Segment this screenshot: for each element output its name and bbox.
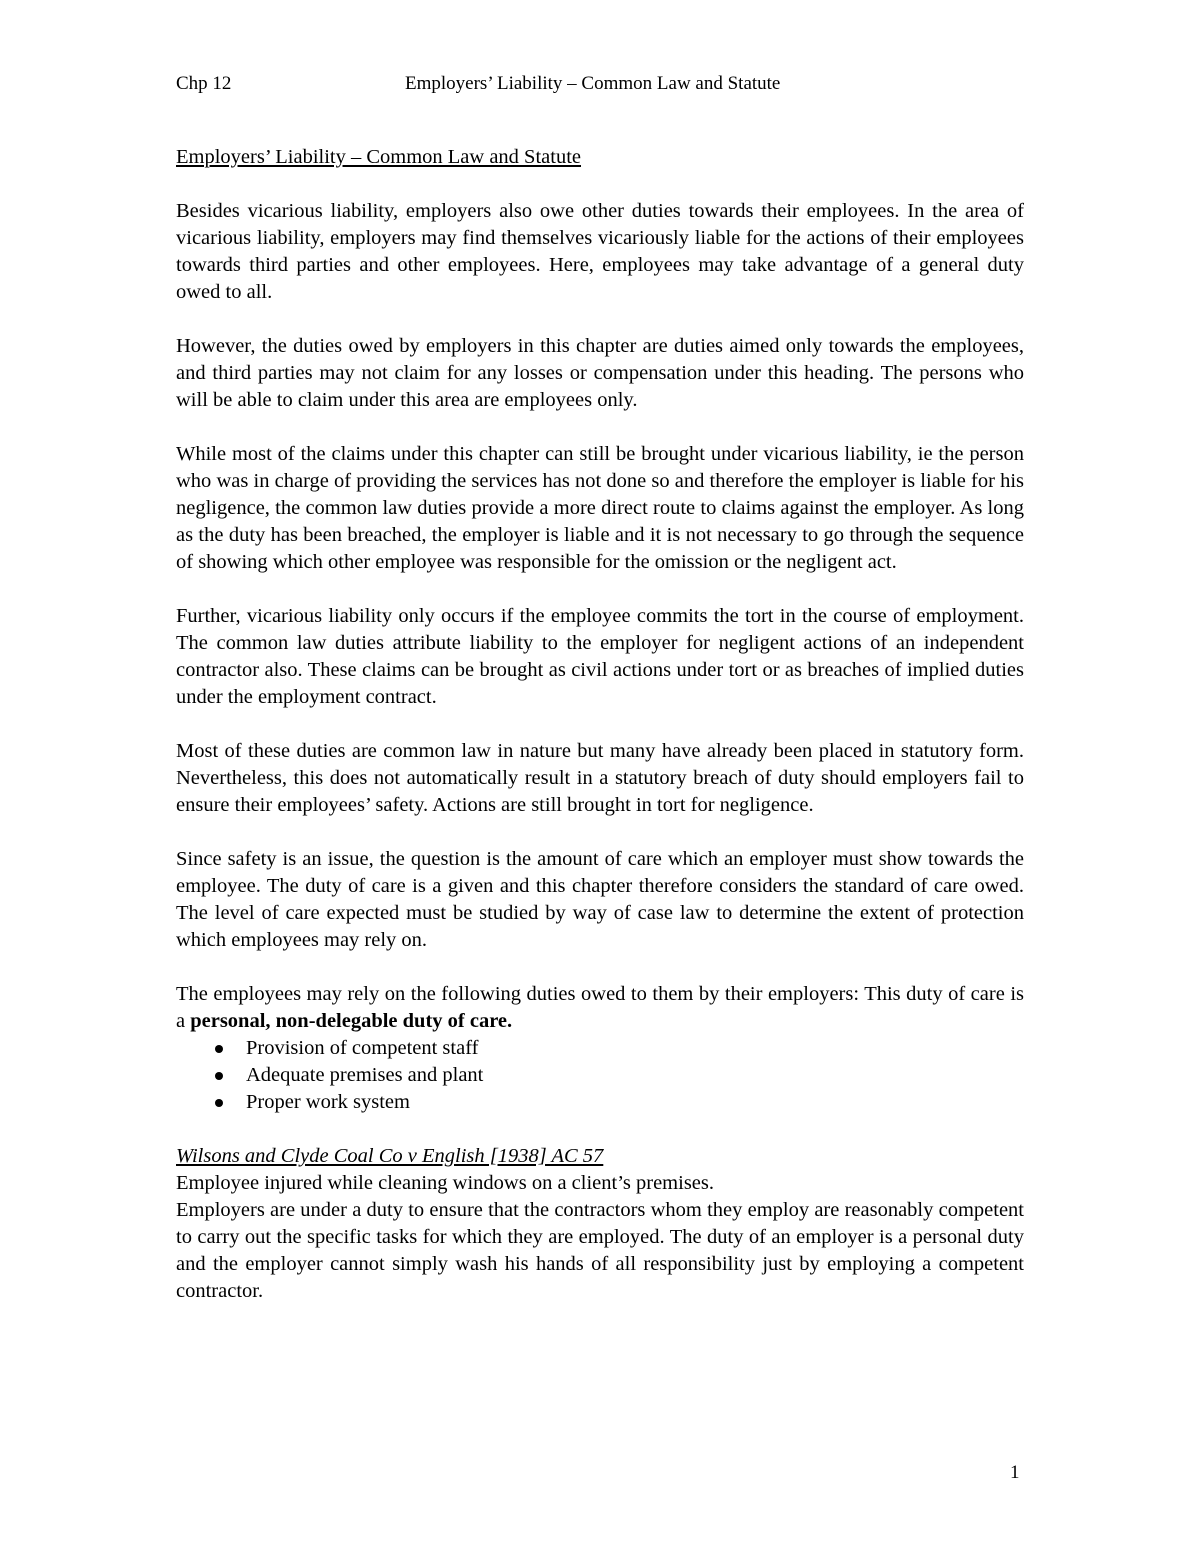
- paragraph-1: Besides vicarious liability, employers also owe other duties towards their employees. In the area of vicarious liability, employers may find themselves vicariously liable for the actions of their employees towards third parties and other employees. Here, employees may take advantage of a general duty owed to all.: [176, 200, 1024, 303]
- list-item: [176, 1062, 1024, 1089]
- page-number: 1: [1010, 1462, 1020, 1483]
- duty-label: Provision of competent staff: [246, 1037, 479, 1059]
- page-header: [176, 70, 1024, 97]
- bullet-icon: [215, 1045, 223, 1053]
- duties-intro-paragraph: [176, 981, 1024, 1035]
- paragraph-3: While most of the claims under this chapter can still be brought under vicarious liability, ie the person who was in charge of providing the services has not done so and therefore the employer is liable for his negligence, the common law duties provide a more direct route to claims against the employer. As long as the duty has been breached, the employer is liable and it is not necessary to go through the sequence of showing which other employee was responsible for the omission or the negligent act.: [176, 443, 1024, 573]
- case-holding: Employers are under a duty to ensure that the contractors whom they employ are reasonably competent to carry out the specific tasks for which they are employed. The duty of an employer is a personal duty and the employer cannot simply wash his hands of all responsibility just by employing a competent contractor.: [176, 1199, 1024, 1302]
- document-title: Employers’ Liability – Common Law and Statute: [176, 146, 581, 168]
- document-body: [176, 144, 1024, 1332]
- list-item: [176, 1035, 1024, 1062]
- case-facts: Employee injured while cleaning windows on a client’s premises.: [176, 1172, 714, 1194]
- header-chapter: Chp 12: [176, 73, 232, 94]
- paragraph-6: Since safety is an issue, the question is the amount of care which an employer must show towards the employee. The duty of care is a given and this chapter therefore considers the standard of care owed. The level of care expected must be studied by way of case law to determine the extent of protection which employees may rely on.: [176, 848, 1024, 951]
- duty-label: Adequate premises and plant: [246, 1064, 484, 1086]
- duties-intro-text: The employees may rely on the following duties owed to them by their employers: This duty of care is a: [176, 983, 1024, 1032]
- paragraph-5: Most of these duties are common law in nature but many have already been placed in statutory form. Nevertheless, this does not automatically result in a statutory breach of duty should employers fail to ensure their employees’ safety. Actions are still brought in tort for negligence.: [176, 740, 1024, 816]
- paragraph-2: However, the duties owed by employers in this chapter are duties aimed only towards the employees, and third parties may not claim for any losses or compensation under this heading. The persons who will be able to claim under this area are employees only.: [176, 335, 1024, 411]
- list-item: [176, 1089, 1024, 1116]
- bullet-icon: [215, 1072, 223, 1080]
- case-heading: Wilsons and Clyde Coal Co v English [1938] AC 57: [176, 1145, 604, 1167]
- duties-list: [176, 1035, 1024, 1116]
- bullet-icon: [215, 1099, 223, 1107]
- duty-label: Proper work system: [246, 1091, 410, 1113]
- duties-intro-emphasis: personal, non-delegable duty of care.: [190, 1010, 513, 1032]
- paragraph-4: Further, vicarious liability only occurs if the employee commits the tort in the course of employment. The common law duties attribute liability to the employer for negligent actions of an independent contractor also. These claims can be brought as civil actions under tort or as breaches of implied duties under the employment contract.: [176, 605, 1024, 708]
- header-title: Employers’ Liability – Common Law and Statute: [405, 73, 781, 94]
